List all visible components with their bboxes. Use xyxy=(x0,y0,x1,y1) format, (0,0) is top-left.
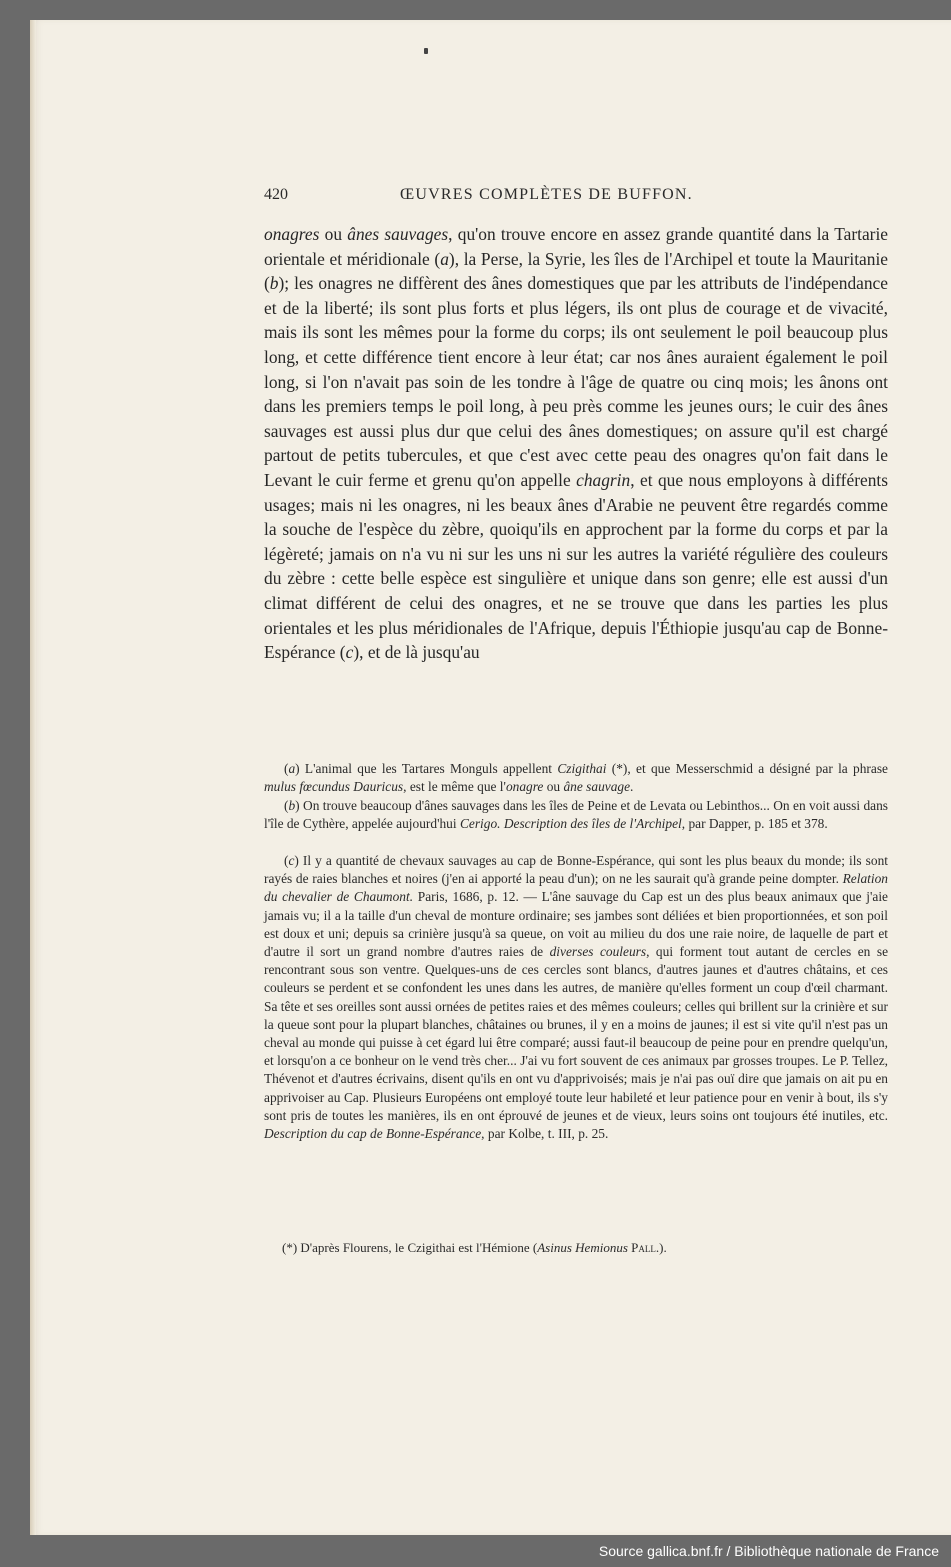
text-run: ), et de là jusqu'au xyxy=(353,642,480,663)
footnote-ref: c xyxy=(345,642,354,663)
footnote-star xyxy=(282,1240,882,1256)
footnote-b xyxy=(264,797,888,833)
text-run: . xyxy=(630,779,634,795)
text-run: ( xyxy=(284,761,289,776)
footnote-marker: c xyxy=(288,853,295,868)
text-run: (*) D'après Flourens, le Czigithai est l'Hémione ( xyxy=(282,1240,538,1255)
italic-term: chagrin xyxy=(576,469,631,490)
text-run: ) Il y a quantité de chevaux sauvages au cap de Bonne-Espérance, qui sont les plus beaux du monde; ils sont rayés de raies blanches et noires (j'en ai apporté la peau d'un); on ne les saurait qu'à grande peine dompter. xyxy=(264,853,888,887)
author-abbrev: Pall. xyxy=(631,1240,660,1255)
source-credit: Source gallica.bnf.fr / Bibliothèque nationale de France xyxy=(598,1543,939,1559)
text-run: ou xyxy=(319,224,348,244)
page-number: 420 xyxy=(264,186,288,203)
italic-term: mulus fœcundus Dauricus xyxy=(264,779,404,795)
text-run: , qui forment tout autant de cercles en se rencontrant sous son ventre. Quelques-uns de ces cercles sont blancs, d'autres jaunes et d'autres châtains, et ces couleurs se perdent et se confondent les unes dans les autres, de manière qu'elles forment un coup d'œil charmant. Sa tête et ses oreilles sont aussi ornées de petites raies et des mêmes couleurs; celles qui brillent sur la crinière et sur la queue sont pour la plupart blanches, châtaines ou brunes, il y en a moins de jaunes; il est si vite qu'il n'est pas un cheval au monde qui puisse à cet égard lui être comparé; aussi faut-il beaucoup de peine pour en prendre quelqu'un, et lorsqu'on a ce bonheur on le vend très cher... J'ai vu fort souvent de ces animaux par grosses troupes. Le P. Tellez, Thévenot et d'autres écrivains, disent qu'ils en ont vu d'apprivoisés; mais je n'ai pas ouï dire que jamais on ait pu en apprivoiser au Cap. Plusieurs Européens ont employé toute leur habileté et leur patience pour en venir à bout, ils s'y sont pris de toutes les manières, ils en ont éprouvé de jeunes et de vieux, leurs soins ont toujours été inutiles, etc. xyxy=(264,944,889,1123)
italic-term: Relation du chevalier de Chaumont. xyxy=(264,871,888,905)
footnote-marker: b xyxy=(288,798,296,813)
page-binding-edge xyxy=(30,20,36,1535)
footnote-marker: a xyxy=(288,761,296,776)
italic-term: onagres xyxy=(264,224,320,244)
text-run: , et que nous employons à différents usages; mais ni les onagres, ni les beaux ânes d'Arabie ne peuvent être regardés comme la souche de l'espèce du zèbre, quoiqu'ils en approchent par la forme du corps et par la légèreté; jamais on n'a vu ni sur les uns ni sur les autres la variété régulière des couleurs du zèbre : cette belle espèce est singulière et unique dans son genre; elle est aussi d'un climat différent de celui des onagres, et ne se trouve que dans les parties les plus orientales et les plus méridionales de l'Afrique, depuis l'Éthiopie jusqu'au cap de Bonne-Espérance ( xyxy=(264,469,888,663)
text-run: ) On trouve beaucoup d'ânes sauvages dans les îles de Peine et de Levata ou Lebinthos... On en voit aussi dans l'île de Cythère, appelée aujourd'hui xyxy=(264,798,888,832)
text-run: ). xyxy=(659,1240,667,1255)
italic-term: Czigithai xyxy=(557,761,607,776)
main-text xyxy=(264,222,888,665)
text-run: , qu'on trouve encore en assez grande quantité dans la Tartarie orientale et méridionale ( xyxy=(264,224,889,269)
text-run: ); les onagres ne diffèrent des ânes domestiques que par les attributs de l'indépendance et de la liberté; ils sont plus forts et plus légers, ils ont plus de courage et de vivacité, mais ils sont les mêmes pour la forme du corps; ils ont seulement le poil beaucoup plus long, et cette différence tient encore à leur état; car nos ânes auraient également le poil long, si l'on n'avait pas soin de les tondre à l'âge de quatre ou cinq mois; les ânons ont dans les premiers temps le poil long, à peu près comme les jeunes ours; le cuir des ânes sauvages est aussi plus dur que celui des ânes domestiques; on assure qu'il est chargé partout de petits tubercules, et que c'est avec cette peau des onagres qu'on fait dans le Levant le cuir ferme et grenu qu'on appelle xyxy=(264,273,888,490)
text-run: ( xyxy=(284,853,289,868)
italic-term: Description du cap de Bonne-Espérance xyxy=(264,1126,482,1142)
running-title: ŒUVRES COMPLÈTES DE BUFFON. xyxy=(400,186,693,203)
italic-term: ânes sauvages xyxy=(347,224,449,244)
italic-term: onagre xyxy=(505,779,544,795)
footnote-a xyxy=(264,760,888,796)
text-run: , est le même que l' xyxy=(403,779,506,795)
italic-term: Cerigo. Description des îles de l'Archipel xyxy=(459,816,682,832)
footnote-ref: a xyxy=(440,248,449,269)
text-run: ou xyxy=(543,779,564,795)
text-run: ), la Perse, la Syrie, les îles de l'Archipel et toute la Mauritanie ( xyxy=(264,248,889,294)
text-run: , par Dapper, p. 185 et 378. xyxy=(681,816,828,832)
main-paragraph xyxy=(264,222,888,665)
footnote-c xyxy=(264,852,888,1143)
italic-term: diverses couleurs xyxy=(549,944,647,960)
ink-speck xyxy=(424,48,428,54)
text-run: ) L'animal que les Tartares Monguls appellent xyxy=(295,761,558,776)
text-run: (*), et que Messerschmid a désigné par la phrase xyxy=(606,761,888,776)
italic-term: Asinus Hemionus xyxy=(537,1240,628,1255)
italic-term: âne sauvage xyxy=(563,779,631,795)
footnote-ref: b xyxy=(269,273,279,294)
text-run: Paris, 1686, p. 12. — L'âne sauvage du Cap est un des plus beaux animaux que j'aie jamais vu; il a la taille d'un cheval de monture ordinaire; ses jambes sont déliées et bien proportionnées, et son poil est doux et uni; depuis sa crinière jusqu'à sa queue, on voit au milieu du dos une raie noire, de laquelle de part et d'autre il sort un grand nombre d'autres raies de xyxy=(264,889,888,960)
text-run: , par Kolbe, t. III, p. 25. xyxy=(481,1126,609,1142)
text-run: ( xyxy=(284,798,289,813)
